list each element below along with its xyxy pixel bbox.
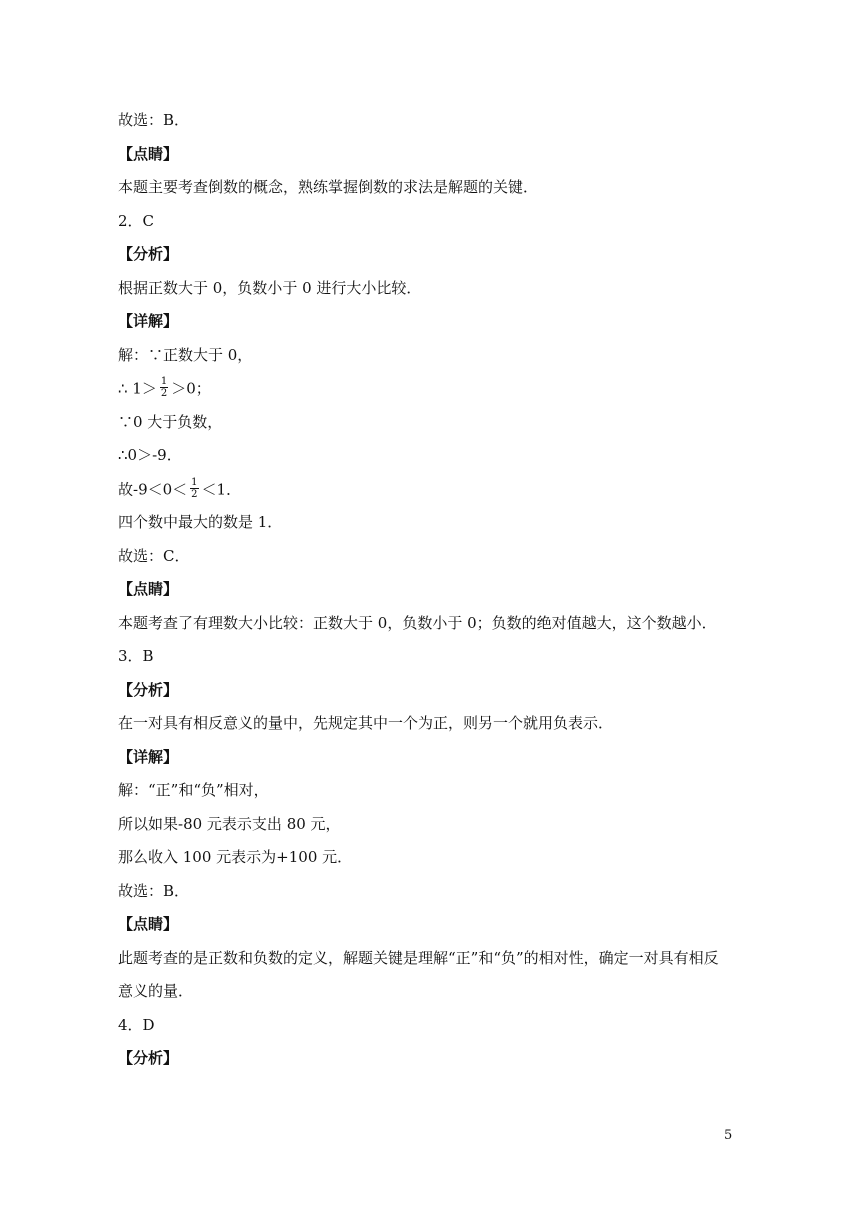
- section-heading-comment: 【点睛】: [118, 915, 179, 933]
- question-answer: 2．C: [118, 211, 155, 230]
- text-line: 本题考查了有理数大小比较：正数大于 0，负数小于 0；负数的绝对值越大，这个数越小．: [118, 613, 717, 632]
- text-line: 解：∵正数大于 0，: [118, 345, 253, 364]
- text-line: 解：“正”和“负”相对，: [118, 781, 269, 799]
- section-heading-analysis: 【分析】: [118, 680, 179, 699]
- fraction-line-post: ＞0；: [171, 379, 211, 398]
- fraction-one-half: [190, 477, 198, 500]
- section-heading-detail: 【详解】: [118, 747, 179, 766]
- section-heading-detail: 【详解】: [118, 312, 179, 330]
- text-line: 故选：B．: [118, 881, 190, 900]
- fraction-numerator: 1: [191, 476, 198, 488]
- fraction-denominator: 2: [191, 488, 198, 500]
- fraction-line-pre: 故-9＜0＜: [118, 480, 188, 498]
- fraction-line-post: ＜1．: [201, 480, 242, 498]
- text-line: 根据正数大于 0，负数小于 0 进行大小比较．: [118, 278, 422, 297]
- text-line: 此题考查的是正数和负数的定义，解题关键是理解“正”和“负”的相对性，确定一对具有相反: [118, 948, 719, 967]
- section-heading-comment: 【点睛】: [118, 144, 179, 163]
- text-line: 故选：C．: [118, 546, 190, 565]
- text-line: 意义的量．: [118, 982, 194, 1000]
- text-line: 那么收入 100 元表示为+100 元．: [118, 848, 353, 866]
- section-heading-comment: 【点睛】: [118, 580, 179, 598]
- answer-content: [118, 110, 758, 1082]
- fraction-line: [118, 378, 758, 398]
- section-heading-analysis: 【分析】: [118, 245, 179, 263]
- text-line: 所以如果-80 元表示支出 80 元，: [118, 814, 341, 833]
- fraction-line-pre: ∴ 1＞: [118, 379, 157, 398]
- text-line: ∵0 大于负数，: [118, 412, 223, 431]
- text-line: ∴0＞-9．: [118, 446, 182, 464]
- fraction-one-half: [160, 376, 168, 399]
- section-heading-analysis: 【分析】: [118, 1049, 179, 1067]
- question-answer: 4．D: [118, 1015, 155, 1034]
- question-answer: 3．B: [118, 647, 154, 665]
- text-line: 本题主要考查倒数的概念，熟练掌握倒数的求法是解题的关键．: [118, 178, 539, 196]
- fraction-denominator: 2: [160, 388, 168, 399]
- fraction-line: [118, 476, 758, 500]
- fraction-numerator: 1: [160, 376, 168, 387]
- page-number: 5: [724, 1128, 733, 1143]
- text-line: 四个数中最大的数是 1．: [118, 513, 283, 531]
- text-line: 在一对具有相反意义的量中，先规定其中一个为正，则另一个就用负表示．: [118, 714, 614, 732]
- text-line: 故选：B．: [118, 111, 190, 129]
